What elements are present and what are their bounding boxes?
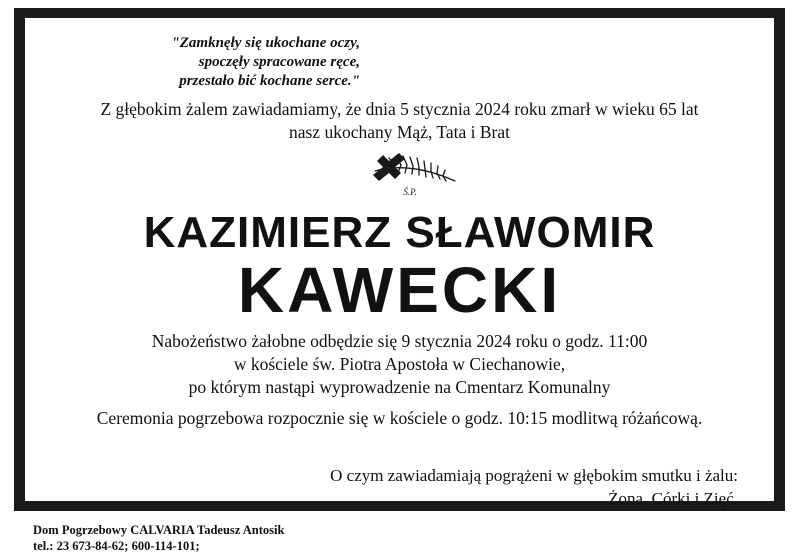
quote-line: spoczęły spracowane ręce, [198, 54, 360, 70]
obituary-panel [24, 17, 775, 508]
obituary-frame [14, 8, 785, 511]
quote-line: przestało bić kochane serce." [179, 73, 360, 89]
service-line: w kościele św. Piotra Apostoła w Ciechanowie, [233, 354, 566, 374]
funeral-home-footer [33, 522, 284, 554]
deceased-surname: KAWECKI [237, 254, 562, 326]
announcement-intro [25, 98, 774, 144]
service-line: po którym nastąpi wyprowadzenie na Cmentarz Komunalny [188, 377, 611, 397]
cross-palm-icon [355, 151, 465, 197]
quote-line: "Zamknęły się ukochane oczy, [171, 35, 360, 51]
service-line: Nabożeństwo żałobne odbędzie się 9 stycznia 2024 roku o godz. 11:00 [151, 331, 648, 351]
closing-note [330, 464, 738, 510]
ceremony-notice: Ceremonia pogrzebowa rozpocznie się w kościele o godz. 10:15 modlitwą różańcową. [96, 408, 703, 428]
funeral-home-phone: tel.: 23 673-84-62; 600-114-101; [33, 539, 200, 553]
memorial-quote [25, 34, 360, 91]
intro-line: Z głębokim żalem zawiadamiamy, że dnia 5 stycznia 2024 roku zmarł w wieku 65 lat [100, 99, 699, 119]
emblem-label: Ś.P. [403, 187, 417, 197]
deceased-given-names: KAZIMIERZ SŁAWOMIR [143, 208, 656, 257]
funeral-home-name: Dom Pogrzebowy CALVARIA Tadeusz Antosik [33, 523, 285, 537]
intro-line: nasz ukochany Mąż, Tata i Brat [288, 122, 510, 142]
service-details [25, 330, 774, 399]
closing-line: O czym zawiadamiają pogrążeni w głębokim smutku i żalu: [330, 466, 738, 485]
closing-line: Żona, Córki i Zięć. [608, 489, 738, 508]
